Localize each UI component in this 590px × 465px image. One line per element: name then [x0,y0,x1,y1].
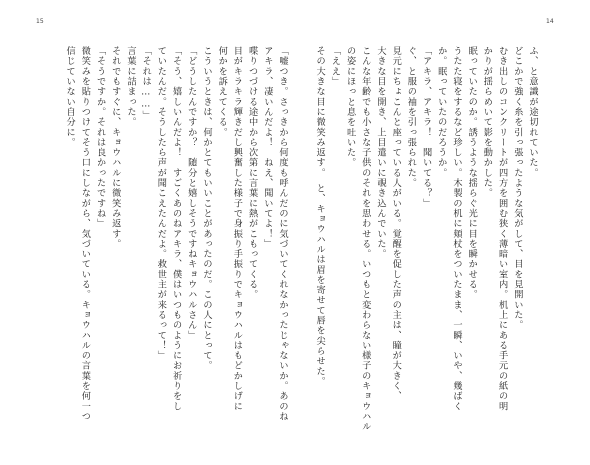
text-line: 「ええ」 [329,46,341,87]
text-line: 何かを訴えてくる。 [216,46,228,138]
text-line: 信じていない自分に。 [64,46,76,148]
text-line: ていたんだ。そうしたら声が聞こえたんだよ。救世主が来るって！」 [155,46,167,361]
text-line: 見元にちょこんと座っている人がいる。覚醒を促した声の主は、瞳が大きく、 [390,46,402,402]
text-line: 「アキラ、アキラ！ 聞いてる？」 [420,46,432,209]
page-number-left: 15 [36,18,44,25]
text-line: 喋りつづける途中から次第に言葉に熱がこもってくる。 [246,46,258,300]
text-line: 「そう、嬉しいんだよ！ すごくあのねアキラ、僕はいつものようにお祈りをし [170,46,182,412]
text-line: それでもすぐに、キョウハルに微笑み返す。 [109,46,121,249]
text-line: 大きな目を開き、上目遣いに覗き込んでいた。 [374,46,386,260]
text-line: こういうときは、何かとてもいいことがあったのだ。この人にとって。 [200,46,212,371]
text-line: アキラ、凄いんだよ！ ねえ、聞いてよ！」 [261,46,273,249]
text-line: 微笑みを貼りつけてそう口にしながら、気づいている。キョウハルの言葉を何一つ [79,46,91,422]
text-line: ぐ、と服の袖を引っ張られた。 [405,46,417,189]
left-page-text [40,46,290,426]
text-line: どこかで強く糸を引っ張ったような気がして、目を見開いた。 [511,46,523,331]
text-line: 言葉に詰まった。 [124,46,136,128]
text-line: ふ、と意識が途切れていた。 [527,46,538,178]
text-line: その大きな目に微笑み返す。 と、キョウハルは眉を寄せて唇を尖らせた。 [314,46,326,387]
text-line: かりが揺らめいて影を動かした。 [481,46,493,199]
text-line: 「それは……」 [140,46,152,121]
text-line: 目がキラキラ輝きだし興奮した様子で身振り手振りでキョウハルはもどかしげに [231,46,243,412]
text-line: 「嘘つき。さっきから何度も呼んだのに気づいてくれなかったじゃないか。あのね [277,46,288,422]
text-line: 眠っていたのか。誘うような揺らぐ光に目を瞬かせる。 [466,46,478,300]
text-line: か。眠っていたのだろうか。 [435,46,447,178]
text-line: の姿にほっと息を吐いた。 [344,46,356,168]
text-line: 「そうですか。それは良かったですね」 [94,46,106,229]
text-line: 「どうしたんですか？ 随分と嬉しそうですねキョウハルさん」 [185,46,197,341]
text-line: むき出しのコンクリートが四方を囲む狭く薄暗い室内。机上にある手元の紙の明 [496,46,508,412]
right-page-text [314,46,540,432]
page-number-right: 14 [546,18,554,25]
text-line: こんな年齢でも小さな子供のそれを思わせる。いつもと変わらない様子のキョウハル [359,46,371,432]
text-line: うたた寝をするなど珍しい。木製の机に頬杖をついたまま、一瞬、いや、幾ばく [450,46,462,412]
